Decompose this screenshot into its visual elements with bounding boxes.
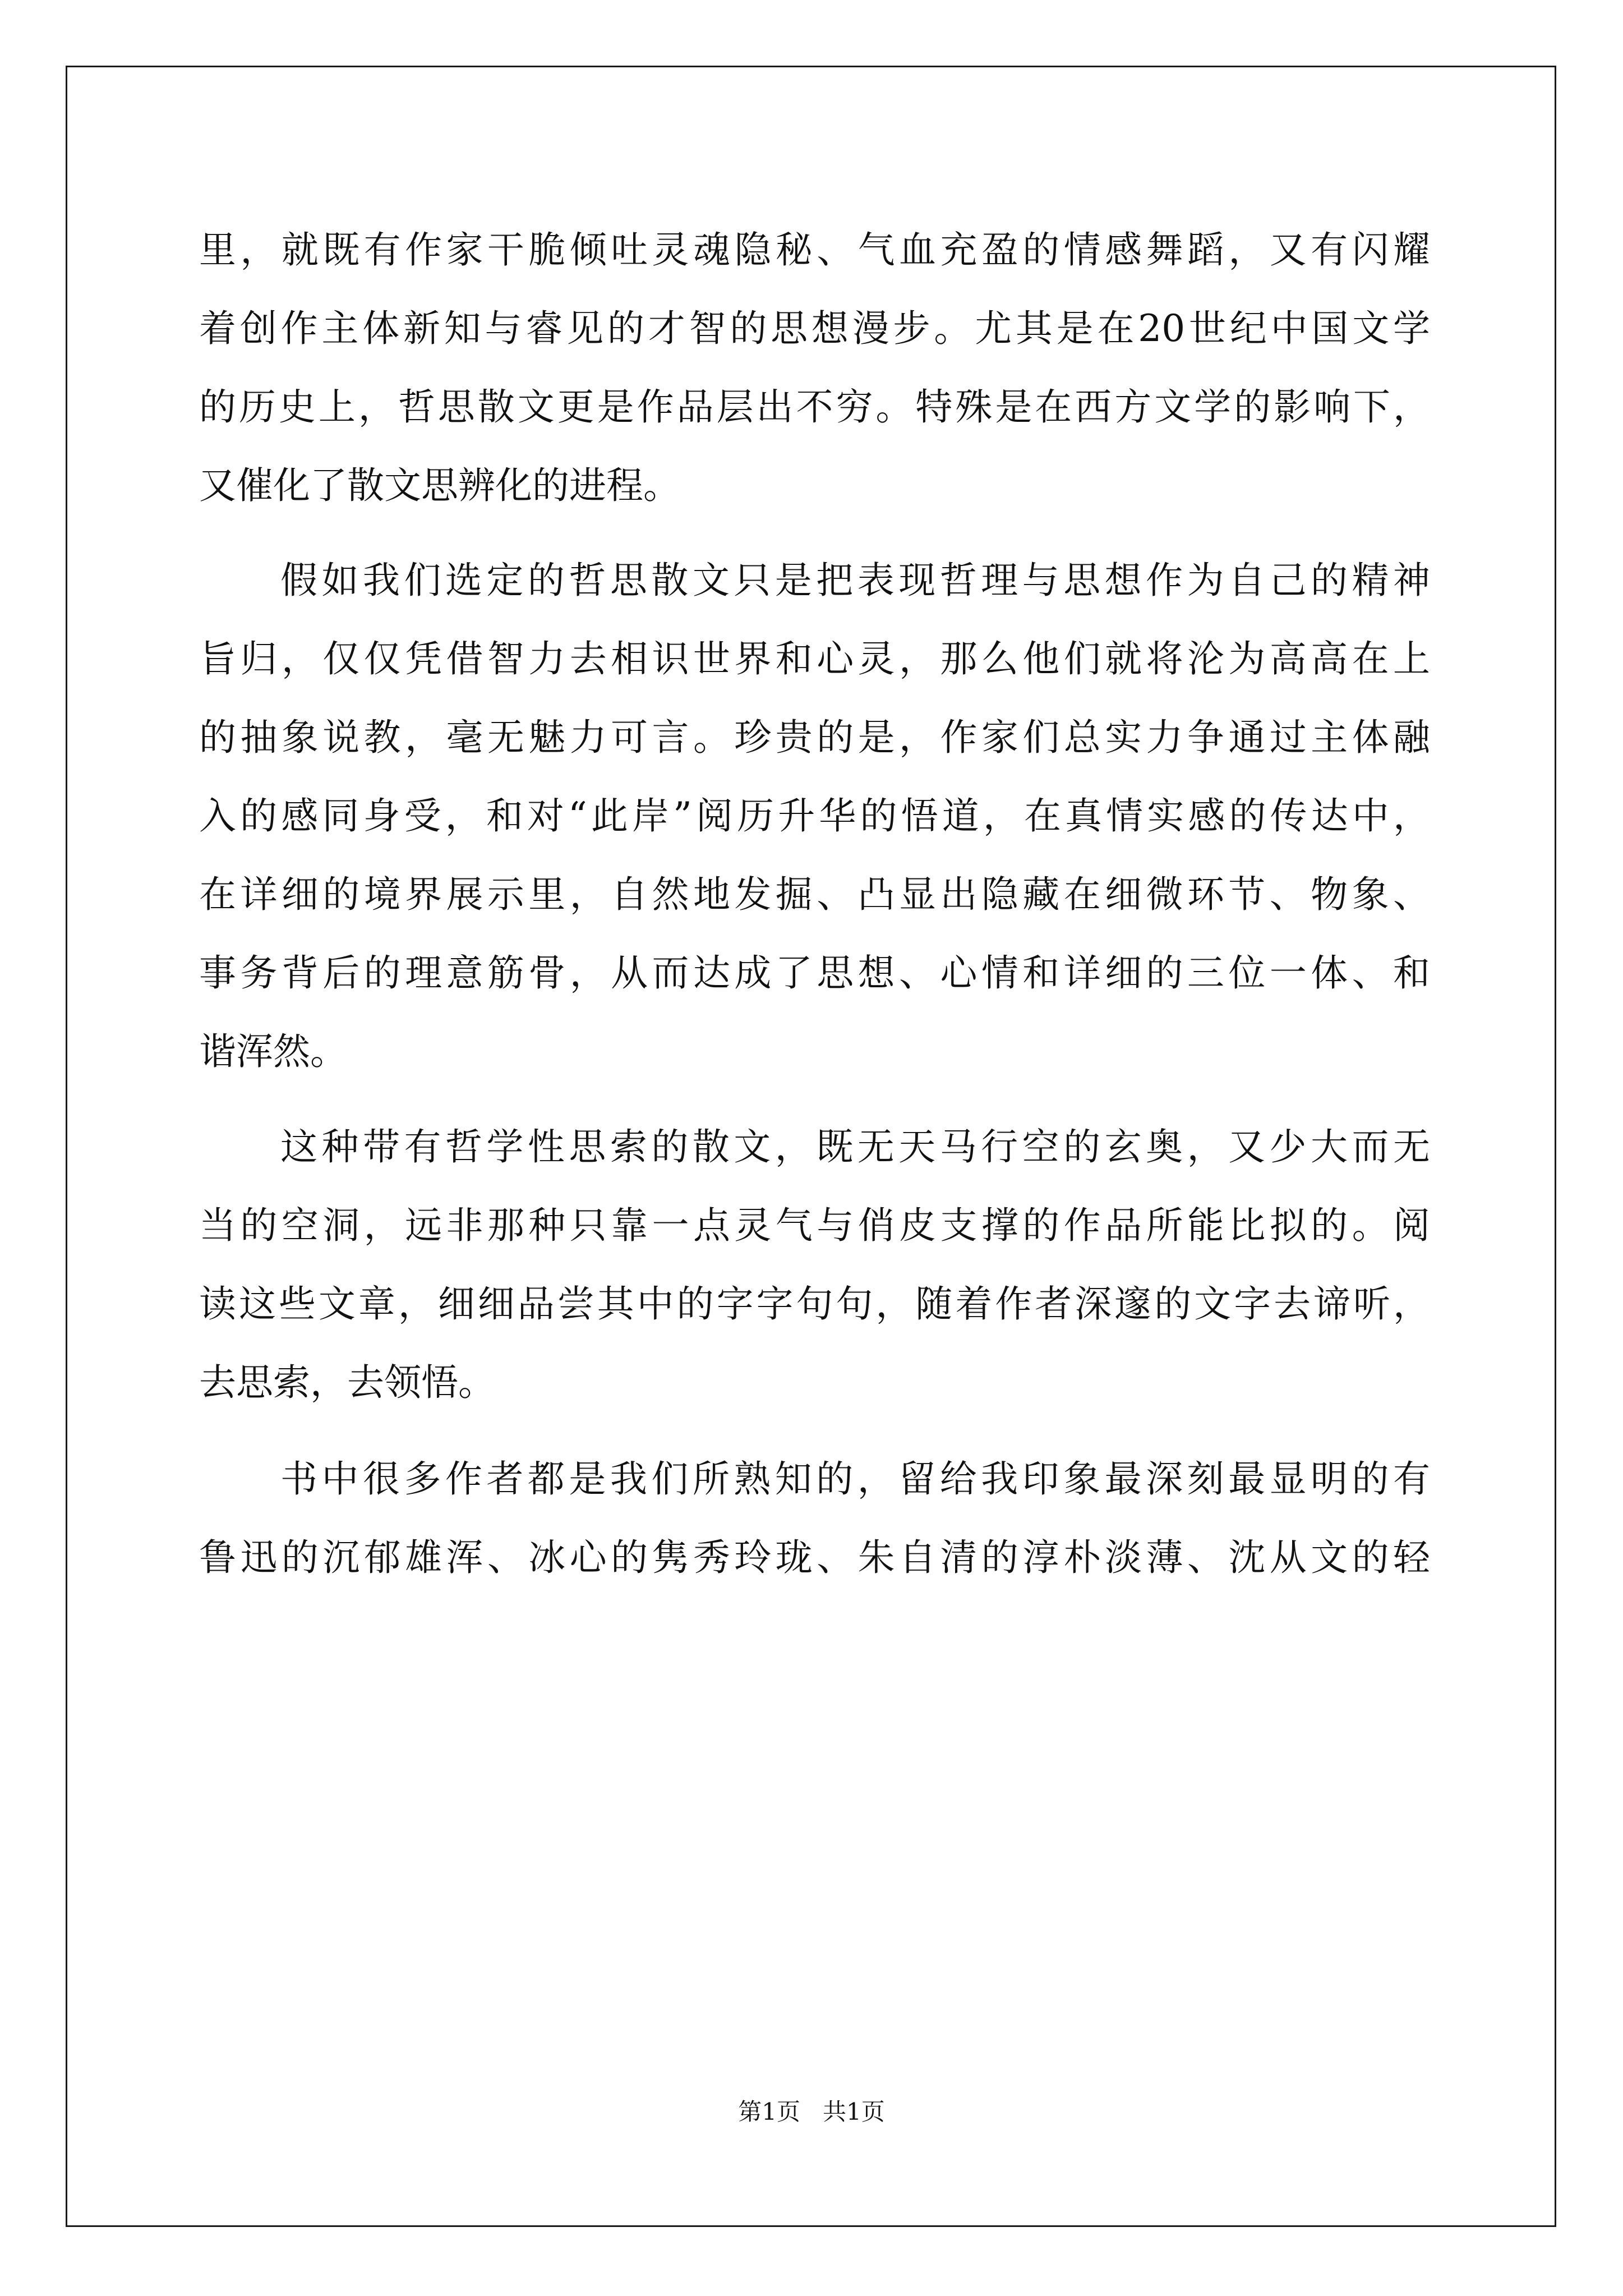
text-line: 在详细的境界展示里，自然地发掘、凸显出隐藏在细微环节、物象、 (199, 873, 1430, 916)
text-line: 鲁迅的沉郁雄浑、冰心的隽秀玲珑、朱自清的淳朴淡薄、沈从文的轻 (199, 1536, 1430, 1579)
text-line: 又催化了散文思辨化的进程。 (199, 464, 680, 507)
text-line: 假如我们选定的哲思散文只是把表现哲理与思想作为自己的精神 (280, 559, 1430, 602)
text-line: 这种带有哲学性思索的散文，既无天马行空的玄奥，又少大而无 (280, 1125, 1430, 1168)
text-line: 的历史上，哲思散文更是作品层出不穷。特殊是在西方文学的影响下， (199, 385, 1430, 429)
page-footer: 第1页 共1页 (738, 2098, 885, 2125)
text-line: 读这些文章，细细品尝其中的字字句句，随着作者深邃的文字去谛听， (199, 1282, 1430, 1326)
text-line: 入的感同身受，和对“此岸”阅历升华的悟道，在真情实感的传达中， (199, 794, 1430, 838)
text-line: 当的空洞，远非那种只靠一点灵气与俏皮支撑的作品所能比拟的。阅 (199, 1204, 1430, 1247)
text-line: 的抽象说教，毫无魅力可言。珍贵的是，作家们总实力争通过主体融 (199, 716, 1430, 759)
text-line: 着创作主体新知与睿见的才智的思想漫步。尤其是在20世纪中国文学 (199, 307, 1430, 350)
text-line: 谐浑然。 (199, 1030, 347, 1073)
text-line: 里，就既有作家干脆倾吐灵魂隐秘、气血充盈的情感舞蹈，又有闪耀 (199, 228, 1430, 272)
text-line: 去思索，去领悟。 (199, 1361, 495, 1404)
text-line: 旨归，仅仅凭借智力去相识世界和心灵，那么他们就将沦为高高在上 (199, 637, 1430, 680)
text-line: 书中很多作者都是我们所熟知的，留给我印象最深刻最显明的有 (280, 1457, 1430, 1501)
text-line: 事务背后的理意筋骨，从而达成了思想、心情和详细的三位一体、和 (199, 951, 1430, 995)
